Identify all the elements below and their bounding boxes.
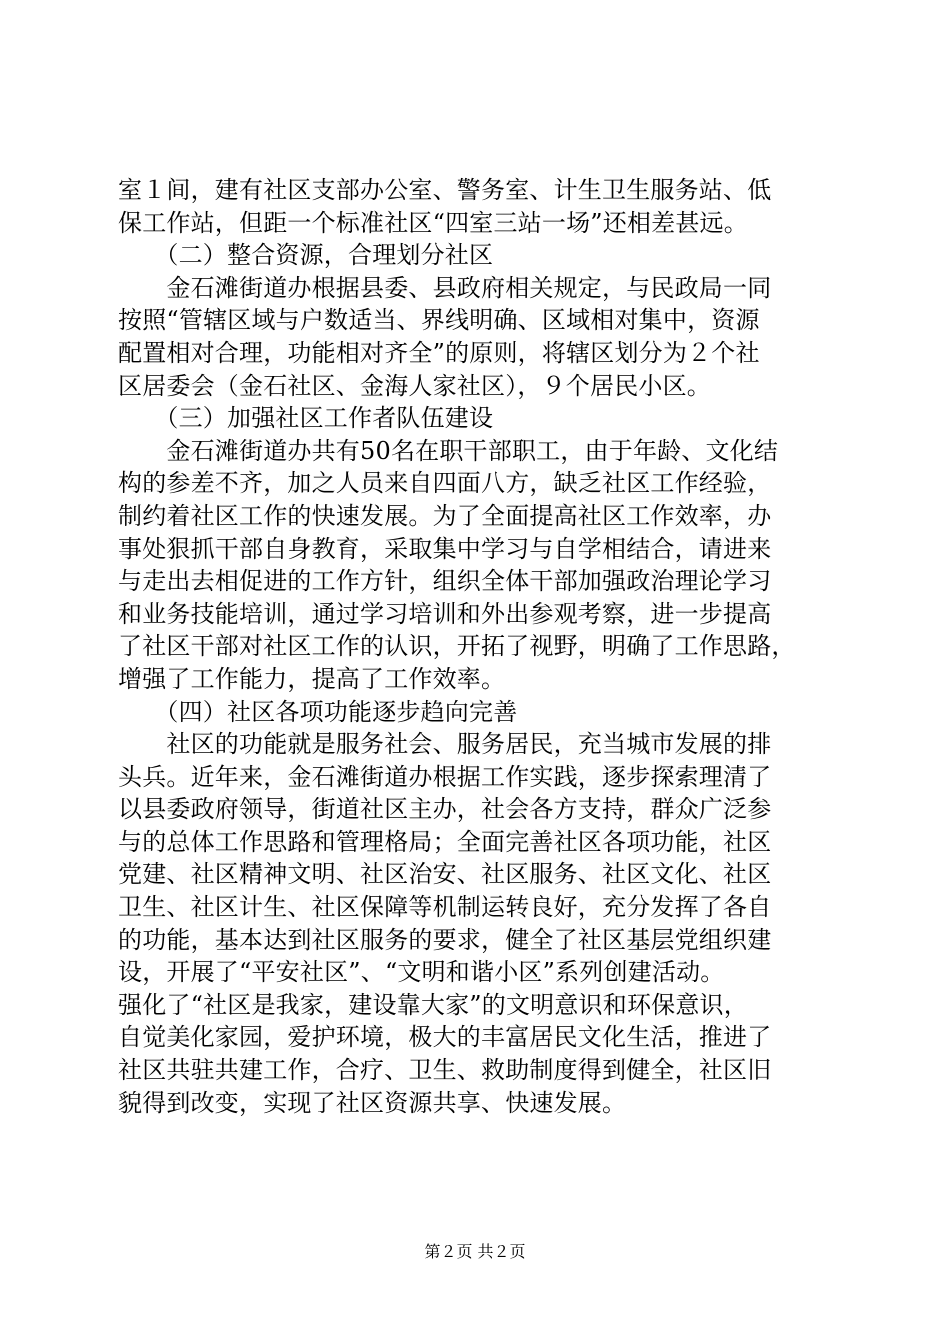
text-line: （二）整合资源，合理划分社区: [118, 241, 494, 270]
text-line: 以县委政府领导，街道社区主办，社会各方支持，群众广泛参: [118, 795, 772, 824]
text-line: 卫生、社区计生、社区保障等机制运转良好，充分发挥了各自: [118, 893, 772, 922]
text-line: 强化了“社区是我家，建设靠大家”的文明意识和环保意识，: [118, 990, 748, 1019]
text-line: 头兵。近年来，金石滩街道办根据工作实践，逐步探索理清了: [118, 762, 772, 791]
text-line: 金石滩街道办共有50名在职干部职工，由于年龄、文化结: [118, 436, 779, 465]
text-line: 与走出去相促进的工作方针，组织全体干部加强政治理论学习: [118, 567, 772, 596]
text-line: 保工作站，但距一个标准社区“四室三站一场”还相差甚远。: [118, 208, 748, 237]
text-line: （三）加强社区工作者队伍建设: [118, 404, 494, 433]
text-line: 貌得到改变，实现了社区资源共享、快速发展。: [118, 1088, 627, 1117]
text-line: 制约着社区工作的快速发展。为了全面提高社区工作效率，办: [118, 501, 772, 530]
text-line: 了社区干部对社区工作的认识，开拓了视野，明确了工作思路，: [118, 632, 796, 661]
text-line: 事处狠抓干部自身教育，采取集中学习与自学相结合，请进来: [118, 534, 772, 563]
document-body: [118, 174, 830, 1119]
text-line: 社区共驻共建工作，合疗、卫生、救助制度得到健全，社区旧: [118, 1056, 772, 1085]
text-line: 按照“管辖区域与户数适当、界线明确、区域相对集中，资源: [118, 306, 760, 335]
page-footer: 第２页 共２页: [424, 1242, 526, 1261]
text-line: 社区的功能就是服务社会、服务居民，充当城市发展的排: [118, 730, 772, 759]
text-line: 的功能，基本达到社区服务的要求，健全了社区基层党组织建: [118, 925, 772, 954]
text-line: 金石滩街道办根据县委、县政府相关规定，与民政局一同: [118, 273, 772, 302]
text-line: 增强了工作能力，提高了工作效率。: [118, 664, 506, 693]
text-line: 党建、社区精神文明、社区治安、社区服务、社区文化、社区: [118, 860, 772, 889]
text-line: 与的总体工作思路和管理格局；全面完善社区各项功能，社区: [118, 827, 772, 856]
text-line: 构的参差不齐，加之人员来自四面八方，缺乏社区工作经验，: [118, 469, 772, 498]
text-line: 设，开展了“平安社区”、“文明和谐小区”系列创建活动。: [118, 958, 725, 987]
text-line: 室１间，建有社区支部办公室、警务室、计生卫生服务站、低: [118, 176, 772, 204]
text-line: （四）社区各项功能逐步趋向完善: [118, 697, 518, 726]
text-line: 配置相对合理，功能相对齐全”的原则，将辖区划分为２个社: [118, 338, 760, 367]
text-line: 区居委会（金石社区、金海人家社区），９个居民小区。: [118, 371, 711, 400]
text-line: 和业务技能培训，通过学习培训和外出参观考察，进一步提高: [118, 599, 772, 628]
text-line: 自觉美化家园，爱护环境，极大的丰富居民文化生活，推进了: [118, 1023, 772, 1052]
